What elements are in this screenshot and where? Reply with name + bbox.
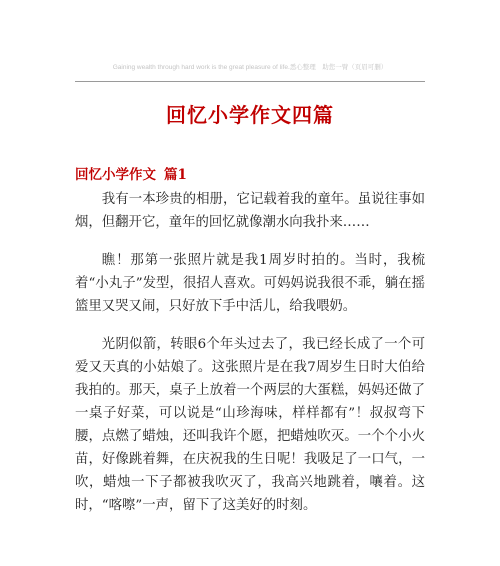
section-number: 篇1	[164, 167, 187, 183]
page-header-tagline: Gaining wealth through hard work is the great pleasure of life.悉心整理 助您一臂（页眉可删）	[112, 64, 388, 71]
section-heading-text: 回忆小学作文	[75, 167, 156, 183]
document-title: 回忆小学作文四篇	[166, 103, 334, 127]
body-text	[75, 188, 425, 532]
paragraph-1: 我有一本珍贵的相册，它记载着我的童年。虽说往事如烟，但翻开它，童年的回忆就像潮水向我扑来……	[75, 192, 425, 230]
paragraph-2: 瞧！那第一张照片就是我1周岁时拍的。当时，我梳着“小丸子”发型，很招人喜欢。可妈妈说我很不乖，躺在摇篮里又哭又闹，只好放下手中活儿，给我喂奶。	[75, 253, 425, 314]
header-divider	[75, 81, 425, 82]
paragraph-3: 光阴似箭，转眼6个年头过去了，我已经长成了一个可爱又天真的小姑娘了。这张照片是在我7周岁生日时大伯给我拍的。那天，桌子上放着一个两层的大蛋糕，妈妈还做了一桌子好菜，可以说是“山珍海味，样样都有”！叔叔弯下腰，点燃了蜡烛，还叫我许个愿，把蜡烛吹灭。一个个小火苗，好像跳着舞，在庆祝我的生日呢！我吸足了一口气，一吹，蜡烛一下子都被我吹灭了，我高兴地跳着，嚷着。这时，“喀嚓”一声，留下了这美好的时刻。	[75, 337, 425, 513]
section-heading	[75, 163, 187, 183]
